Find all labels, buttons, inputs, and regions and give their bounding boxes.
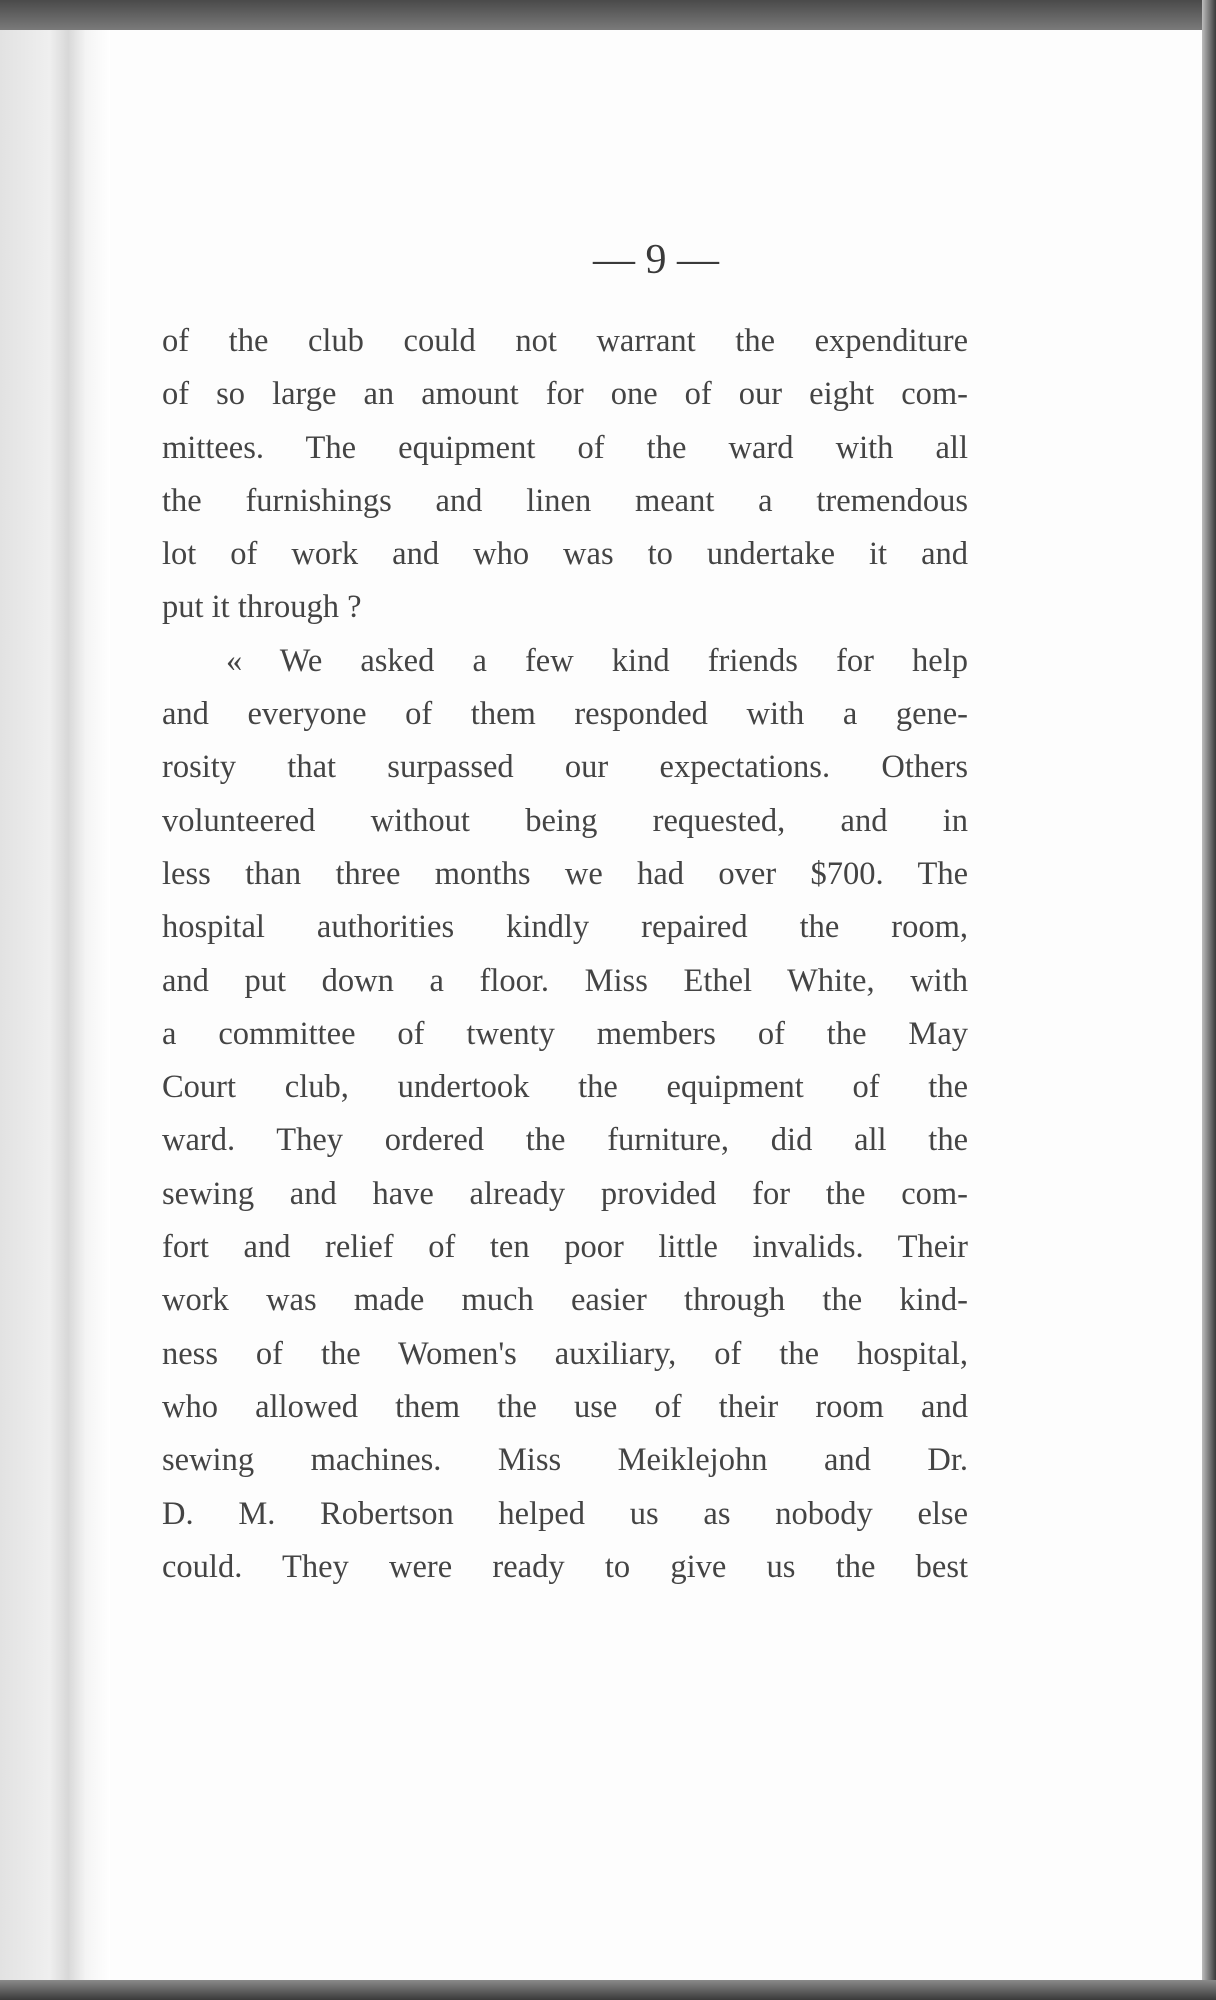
text-line: ward. They ordered the furniture, did all the (162, 1122, 968, 1159)
text-line: of so large an amount for one of our eight com- (162, 376, 968, 413)
text-line: the furnishings and linen meant a tremendous (162, 482, 968, 519)
text-line: mittees. The equipment of the ward with all (162, 429, 968, 466)
scan-right-edge (1202, 0, 1216, 2000)
text-line: « We asked a few kind friends for help (226, 642, 968, 679)
text-line: a committee of twenty members of the May (162, 1015, 968, 1052)
scan-top-edge (0, 0, 1216, 30)
text-line: of the club could not warrant the expenditure (162, 323, 968, 359)
body-text (162, 315, 968, 1594)
text-line: less than three months we had over $700. The (162, 855, 968, 892)
book-page (110, 30, 1202, 1980)
text-line: and everyone of them responded with a gene- (162, 696, 968, 733)
text-line: Court club, undertook the equipment of the (162, 1069, 968, 1106)
page-number: — 9 — (593, 237, 719, 283)
text-line: and put down a floor. Miss Ethel White, with (162, 962, 968, 999)
text-line: sewing and have already provided for the com- (162, 1175, 968, 1212)
text-line: who allowed them the use of their room and (162, 1388, 968, 1425)
text-line: sewing machines. Miss Meiklejohn and Dr. (162, 1442, 968, 1479)
text-line: rosity that surpassed our expectations. Others (162, 749, 968, 786)
text-line: could. They were ready to give us the best (162, 1548, 968, 1585)
text-line: fort and relief of ten poor little invalids. Their (162, 1229, 968, 1266)
book-gutter (0, 30, 110, 1980)
text-line: lot of work and who was to undertake it and (162, 536, 968, 573)
scan-bottom-edge (0, 1980, 1216, 2000)
text-line: work was made much easier through the kind- (162, 1282, 968, 1319)
text-line: D. M. Robertson helped us as nobody else (162, 1495, 968, 1532)
text-line: put it through ? (162, 589, 362, 626)
text-line: hospital authorities kindly repaired the room, (162, 909, 968, 946)
text-line: ness of the Women's auxiliary, of the hospital, (162, 1335, 968, 1372)
text-line: volunteered without being requested, and in (162, 802, 968, 839)
